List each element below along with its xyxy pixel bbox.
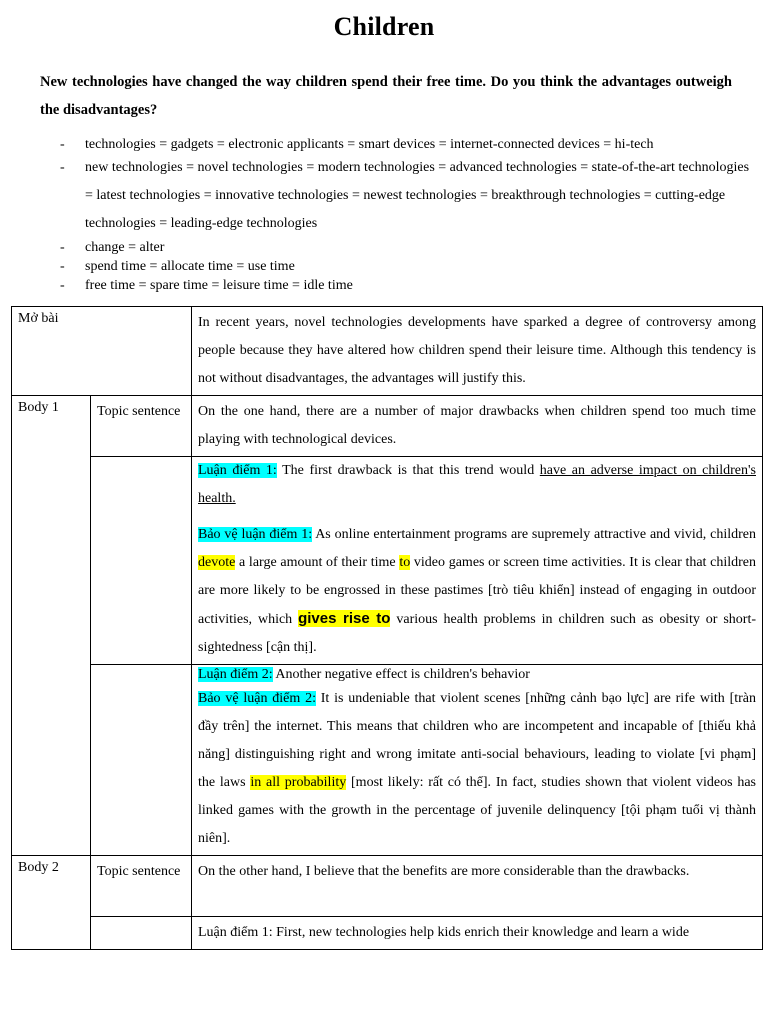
intro-row [12,307,763,396]
body2-point1-text: Luận điểm 1: First, new technologies help kids enrich their knowledge and learn a wide [192,917,763,950]
highlighted-phrase: devote [198,555,236,570]
support-text: [most likely: rất có thể]. In fact, studies shown that violent videos has linked games with the growth in the percentage of juvenile delinquency [tội phạm tuổi vị thành niên]. [198,775,757,846]
body2-point1-row [12,917,763,950]
empty-cell [91,917,192,950]
body1-topic-row [12,396,763,457]
topic-sentence-label: Topic sentence [91,856,192,917]
point1-paragraph [198,457,756,513]
point-label: Luận điểm 2: [198,667,273,682]
topic-sentence-label: Topic sentence [91,396,192,457]
essay-outline-table [11,306,763,950]
support2-paragraph [198,685,756,853]
highlighted-phrase: to [399,555,411,570]
vocabulary-item: - new technologies = novel technologies = modern technologies = advanced technologies = state-of-the-art technologies = latest technologies = innovative technologies = newest technologies = breakthrough technologies = cutting-edge technologies = leading-edge technologies [60,154,750,238]
underlined-phrase: have an adverse impact on children's health. [198,463,756,506]
point-text: Another negative effect is children's behavior [272,667,530,682]
support-text: It is undeniable that violent scenes [những cảnh bạo lực] are rife with [tràn đầy trên] the internet. This means that children who are incompetent and incapable of [thiếu khả năng] distinguishing right and wrong imitate anti-social behaviours, leading to violate [vi phạm] the laws [198,691,756,790]
vocabulary-item: - technologies = gadgets = electronic applicants = smart devices = internet-connected devices = hi-tech [60,135,750,154]
vocabulary-item: - change = alter [60,238,750,257]
support-label: Bảo vệ luận điểm 1: [198,527,313,542]
point-text: The first drawback is that this trend would [276,463,540,478]
support-text: As online entertainment programs are supremely attractive and vivid, children [312,527,756,542]
empty-cell [91,665,192,856]
support-label: Bảo vệ luận điểm 2: [198,691,316,706]
body1-point2-cell [192,665,763,856]
point-label: Luận điểm 1: [198,463,277,478]
support1-paragraph [198,521,756,662]
body2-topic-text: On the other hand, I believe that the benefits are more considerable than the drawbacks. [192,856,763,917]
support-text: various health problems in children such as obesity or short-sightedness [cận thị]. [198,612,756,655]
vocabulary-item: - spend time = allocate time = use time [60,257,750,276]
body2-topic-row [12,856,763,917]
intro-text: In recent years, novel technologies developments have sparked a degree of controversy among people because they have altered how children spend their leisure time. Although this tendency is not without disadvantages, the advantages will justify this. [192,307,763,396]
point2-paragraph [198,665,756,685]
essay-question: New technologies have changed the way children spend their free time. Do you think the advantages outweigh the disadvantages? [40,74,732,118]
intro-label: Mở bài [12,307,192,396]
body1-point1-cell [192,457,763,665]
support-text: video games or screen time activities. It is clear that children are more likely to be engrossed in these pastimes [trò tiêu khiển] instead of engaging in outdoor activities, which [198,555,756,627]
body1-point2-row [12,665,763,856]
empty-cell [91,457,192,665]
vocabulary-list [60,135,750,295]
vocabulary-item: - free time = spare time = leisure time = idle time [60,276,750,295]
page-title: Children [333,12,435,41]
highlighted-phrase: in all probability [250,775,347,790]
body2-label: Body 2 [12,856,91,950]
body1-topic-text: On the one hand, there are a number of major drawbacks when children spend too much time playing with technological devices. [192,396,763,457]
support-text: a large amount of their time [235,555,400,570]
body1-point1-row [12,457,763,665]
highlighted-phrase: gives rise to [298,610,391,627]
body1-label: Body 1 [12,396,91,856]
